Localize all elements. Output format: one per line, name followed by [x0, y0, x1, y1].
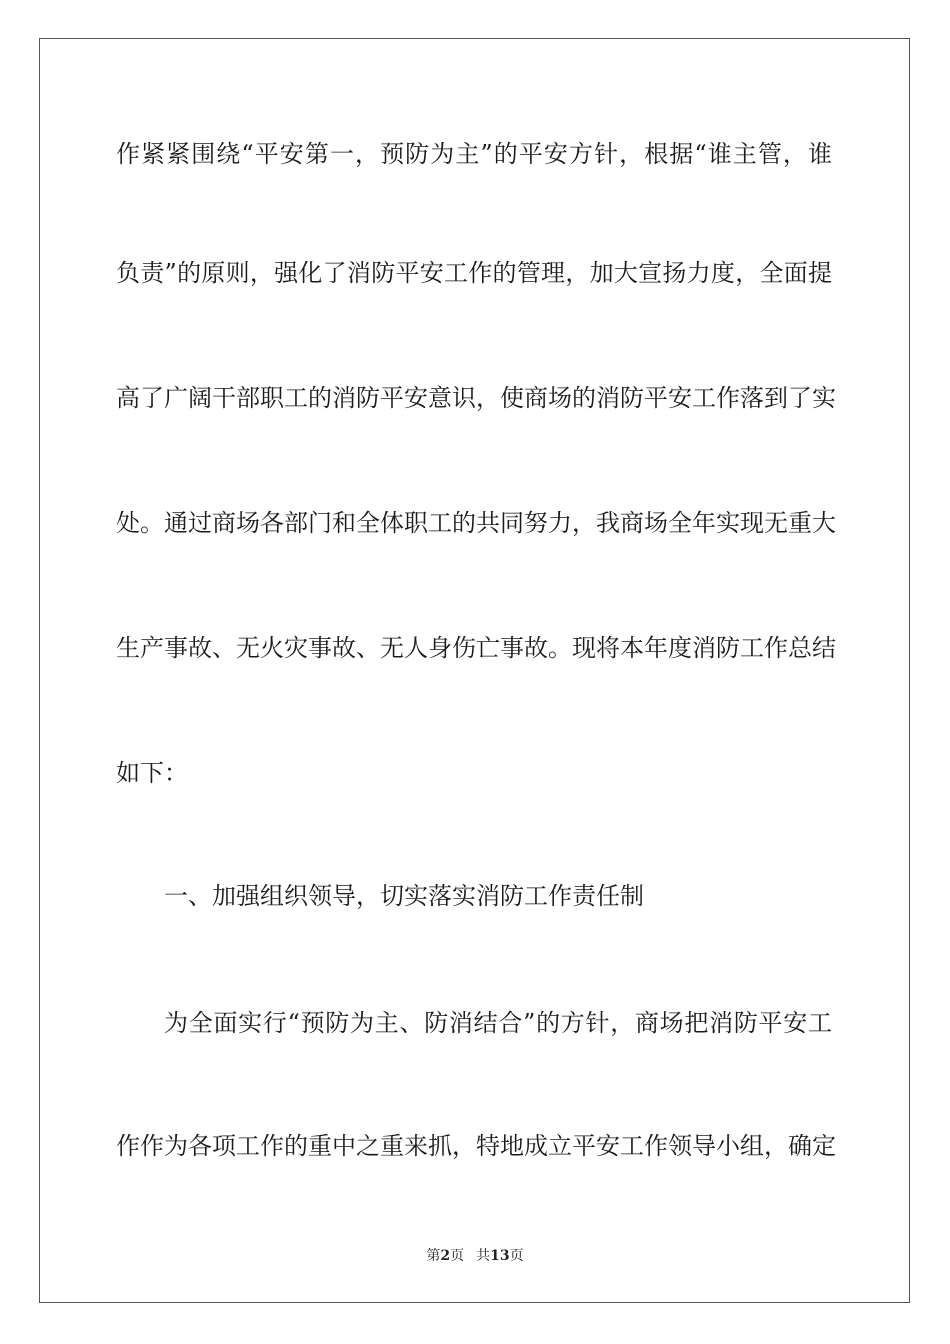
paragraph-line: 作紧紧围绕“平安第一，预防为主”的平安方针，根据“谁主管，谁	[116, 140, 832, 168]
page-suffix: 页	[450, 1248, 465, 1264]
page-footer	[0, 1247, 950, 1265]
paragraph-line: 处。通过商场各部门和全体职工的共同努力，我商场全年实现无重大	[116, 509, 836, 537]
page-border	[39, 38, 910, 1303]
paragraph-line: 如下：	[116, 759, 188, 787]
page-number: 2	[440, 1248, 451, 1264]
paragraph-line: 生产事故、无火灾事故、无人身伤亡事故。现将本年度消防工作总结	[116, 634, 836, 662]
total-suffix: 页	[509, 1248, 524, 1264]
total-prefix: 共	[476, 1248, 491, 1264]
paragraph-line: 作作为各项工作的重中之重来抓，特地成立平安工作领导小组，确定	[116, 1132, 836, 1160]
section-heading: 一、加强组织领导，切实落实消防工作责任制	[164, 882, 644, 910]
paragraph-line: 负责”的原则，强化了消防平安工作的管理，加大宣扬力度，全面提	[116, 259, 832, 287]
page-prefix: 第	[426, 1248, 441, 1264]
paragraph-line: 为全面实行“预防为主、防消结合”的方针，商场把消防平安工	[164, 1009, 832, 1037]
total-pages: 13	[490, 1248, 510, 1264]
paragraph-line: 高了广阔干部职工的消防平安意识，使商场的消防平安工作落到了实	[116, 384, 836, 412]
